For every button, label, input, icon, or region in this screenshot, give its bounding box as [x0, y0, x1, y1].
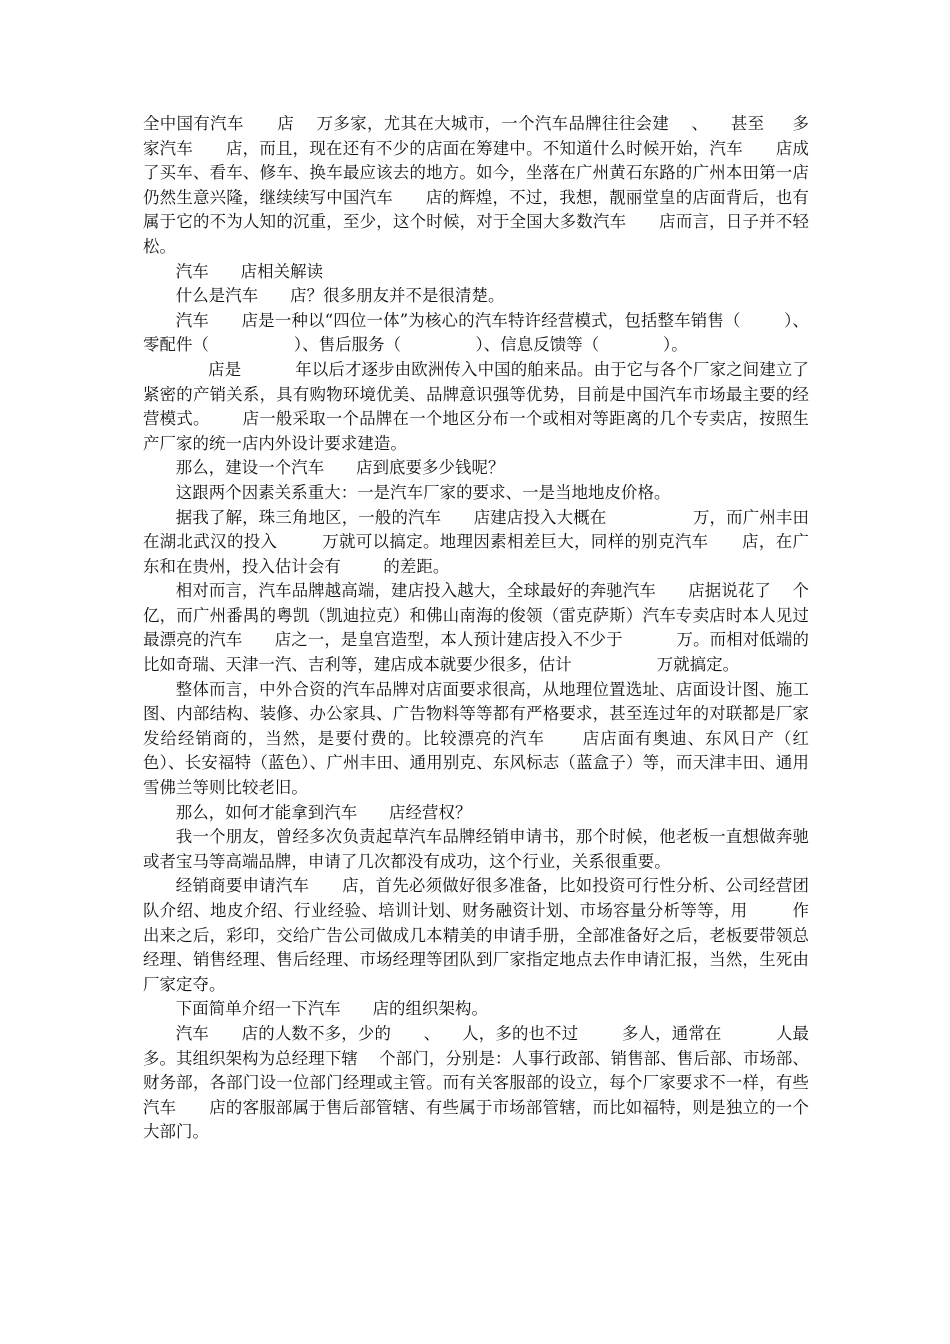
paragraph-friend: 我一个朋友，曾经多次负责起草汽车品牌经销申请书，那个时候，他老板一直想做奔驰或者宝马等高端品牌，申请了几次都没有成功，这个行业，关系很重要。: [143, 827, 809, 871]
paragraph-question-cost: 那么，建设一个汽车 店到底要多少钱呢？: [175, 458, 505, 478]
paragraph-org-structure: 汽车 店的人数不多，少的 、 人，多的也不过 多人，通常在 人最多。其组织架构为总经理下辖 个部门，分别是：人事行政部、销售部、售后部、市场部、财务部，各部门设一位部门经理或主管。而有关客服部的设立，每个厂家要求不一样，有些汽车 店的客服部属于售后部管辖、有些属于市场部管辖，而比如福特，则是独立的一个大部门。: [143, 1023, 809, 1142]
paragraph-question-what: 什么是汽车 店？很多朋友并不是很清楚。: [175, 286, 505, 306]
paragraph-definition: 汽车 店是一种以“四位一体”为核心的汽车特许经营模式，包括整车销售（ ）、零配件（ ）、售后服务（ ）、信息反馈等（ ）。: [143, 310, 809, 355]
paragraph-question-license: 那么，如何才能拿到汽车 店经营权？: [175, 802, 472, 822]
paragraph-history: 店是 年以后才逐步由欧洲传入中国的舶来品。由于它与各个厂家之间建立了紧密的产销关系，具有购物环境优美、品牌意识强等优势，目前是中国汽车市场最主要的经营模式。 店一般采取一个品牌在一个地区分布一个或相对等距离的几个专卖店，按照生产厂家的统一店内外设计要求建造。: [143, 359, 809, 453]
document-body: [143, 112, 809, 1145]
paragraph-investment: 据我了解，珠三角地区，一般的汽车 店建店投入大概在 万，而广州丰田在湖北武汉的投入 万就可以搞定。地理因素相差巨大，同样的别克汽车 店，在广东和在贵州，投入估计会有 的差距。: [143, 507, 809, 576]
paragraph-intro: 全中国有汽车 店 万多家，尤其在大城市，一个汽车品牌往往会建 、 甚至 多家汽车 店，而且，现在还有不少的店面在筹建中。不知道什么时候开始，汽车 店成了买车、看车、修车、换车最应该去的地方。如今，坐落在广州黄石东路的广州本田第一店仍然生意兴隆，继续续写中国汽车 店的辉煌，不过，我想，靓丽堂皇的店面背后，也有属于它的不为人知的沉重，至少，这个时候，对于全国大多数汽车 店而言，日子并不轻松。: [143, 114, 809, 256]
paragraph-high-end: 相对而言，汽车品牌越高端，建店投入越大，全球最好的奔驰汽车 店据说花了 个亿，而广州番禺的粤凯（凯迪拉克）和佛山南海的俊领（雷克萨斯）汽车专卖店时本人见过最漂亮的汽车 店之一，是皇宫造型，本人预计建店投入不少于 万。而相对低端的比如奇瑞、天津一汽、吉利等，建店成本就要少很多，估计 万就搞定。: [143, 581, 809, 675]
paragraph-heading-interpretation: 汽车 店相关解读: [175, 261, 324, 281]
paragraph-factors: 这跟两个因素关系重大：一是汽车厂家的要求、一是当地地皮价格。: [175, 482, 671, 502]
paragraph-requirements: 整体而言，中外合资的汽车品牌对店面要求很高，从地理位置选址、店面设计图、施工图、内部结构、装修、办公家具、广告物料等等都有严格要求，甚至连过年的对联都是厂家发给经销商的，当然，是要付费的。比较漂亮的汽车 店店面有奥迪、东风日产（红色）、长安福特（蓝色）、广州丰田、通用别克、东风标志（蓝盒子）等，而天津丰田、通用雪佛兰等则比较老旧。: [143, 679, 809, 798]
paragraph-application: 经销商要申请汽车 店，首先必须做好很多准备，比如投资可行性分析、公司经营团队介绍、地皮介绍、行业经验、培训计划、财务融资计划、市场容量分析等等，用 作出来之后，彩印，交给广告公司做成几本精美的申请手册，全部准备好之后，老板要带领总经理、销售经理、售后经理、市场经理等团队到厂家指定地点去作申请汇报，当然，生死由厂家定夺。: [143, 876, 809, 994]
paragraph-org-intro: 下面简单介绍一下汽车 店的组织架构。: [175, 999, 488, 1019]
